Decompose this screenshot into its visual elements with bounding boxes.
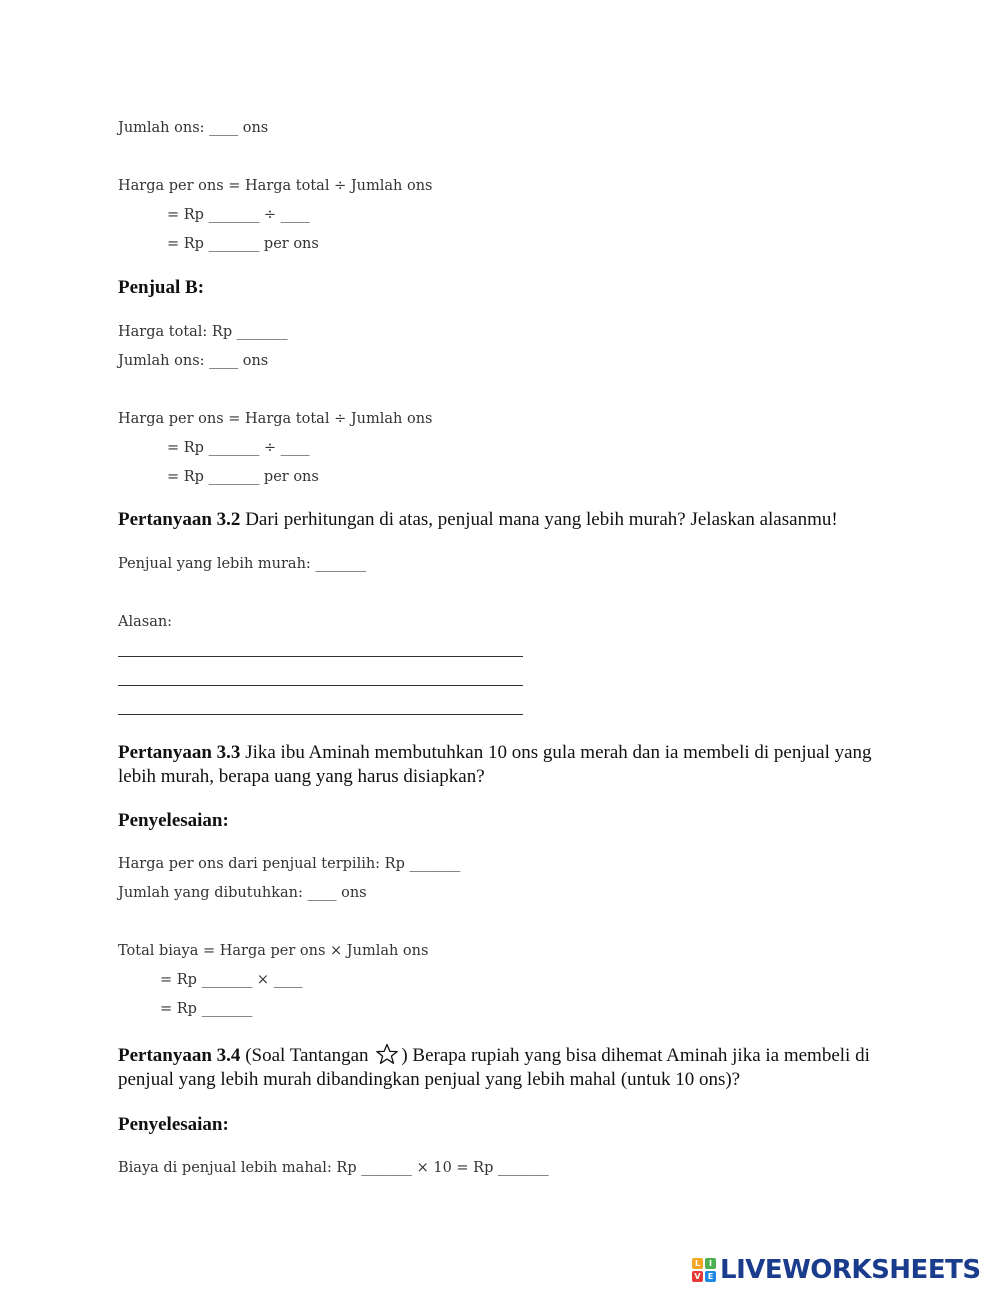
jumlah-ons-b: Jumlah ons: ____ ons	[118, 353, 269, 369]
jumlah-dibutuhkan: Jumlah yang dibutuhkan: ____ ons	[118, 885, 367, 901]
step2-b: = Rp _______ per ons	[167, 469, 319, 485]
formula-a: Harga per ons = Harga total ÷ Jumlah ons	[118, 178, 433, 194]
answer-line-2	[118, 685, 523, 686]
biaya-lebih-mahal: Biaya di penjual lebih mahal: Rp _______ × 10 = Rp _______	[118, 1160, 549, 1176]
question-3-3-label: Pertanyaan 3.3	[118, 742, 241, 763]
answer-line-1	[118, 656, 523, 657]
harga-total-b: Harga total: Rp _______	[118, 324, 288, 340]
logo-letter: L	[692, 1258, 703, 1269]
logo-mark-icon	[692, 1258, 716, 1282]
step2-total: = Rp _______	[160, 1001, 253, 1017]
step1-total: = Rp _______ × ____	[160, 972, 303, 988]
logo-letter: I	[705, 1258, 716, 1269]
step1-a: = Rp _______ ÷ ____	[167, 207, 310, 223]
heading-penjual-b: Penjual B:	[118, 277, 205, 298]
heading-penyelesaian-3-4: Penyelesaian:	[118, 1114, 229, 1135]
question-3-4-text-after: ) Berapa rupiah yang bisa dihemat Aminah jika ia membeli di penjual yang lebih murah dibandingkan penjual yang lebih mahal (untuk 10 ons)?	[118, 1045, 870, 1090]
logo-letter: V	[692, 1271, 703, 1282]
question-3-4-label: Pertanyaan 3.4	[118, 1045, 241, 1066]
question-3-2	[118, 508, 888, 532]
answer-cheaper-seller: Penjual yang lebih murah: _______	[118, 556, 367, 572]
formula-b: Harga per ons = Harga total ÷ Jumlah ons	[118, 411, 433, 427]
question-3-4-text-before: (Soal Tantangan	[240, 1045, 374, 1066]
step1-b: = Rp _______ ÷ ____	[167, 440, 310, 456]
question-3-3-text: Jika ibu Aminah membutuhkan 10 ons gula merah dan ia membeli di penjual yang lebih murah, berapa uang yang harus disiapkan?	[118, 742, 872, 787]
logo-letter: E	[705, 1271, 716, 1282]
alasan-label: Alasan:	[118, 614, 173, 630]
question-3-3	[118, 741, 878, 789]
star-icon	[375, 1043, 399, 1065]
step2-a: = Rp _______ per ons	[167, 236, 319, 252]
logo-text: LIVEWORKSHEETS	[720, 1255, 981, 1285]
heading-penyelesaian-3-3: Penyelesaian:	[118, 810, 229, 831]
harga-per-ons-terpilih: Harga per ons dari penjual terpilih: Rp _______	[118, 856, 461, 872]
liveworksheets-logo	[692, 1254, 981, 1286]
question-3-4	[118, 1043, 888, 1092]
answer-line-3	[118, 714, 523, 715]
jumlah-ons-a: Jumlah ons: ____ ons	[118, 120, 269, 136]
formula-total-biaya: Total biaya = Harga per ons × Jumlah ons	[118, 943, 429, 959]
question-3-2-label: Pertanyaan 3.2	[118, 509, 241, 530]
question-3-2-text: Dari perhitungan di atas, penjual mana yang lebih murah? Jelaskan alasanmu!	[240, 509, 838, 530]
